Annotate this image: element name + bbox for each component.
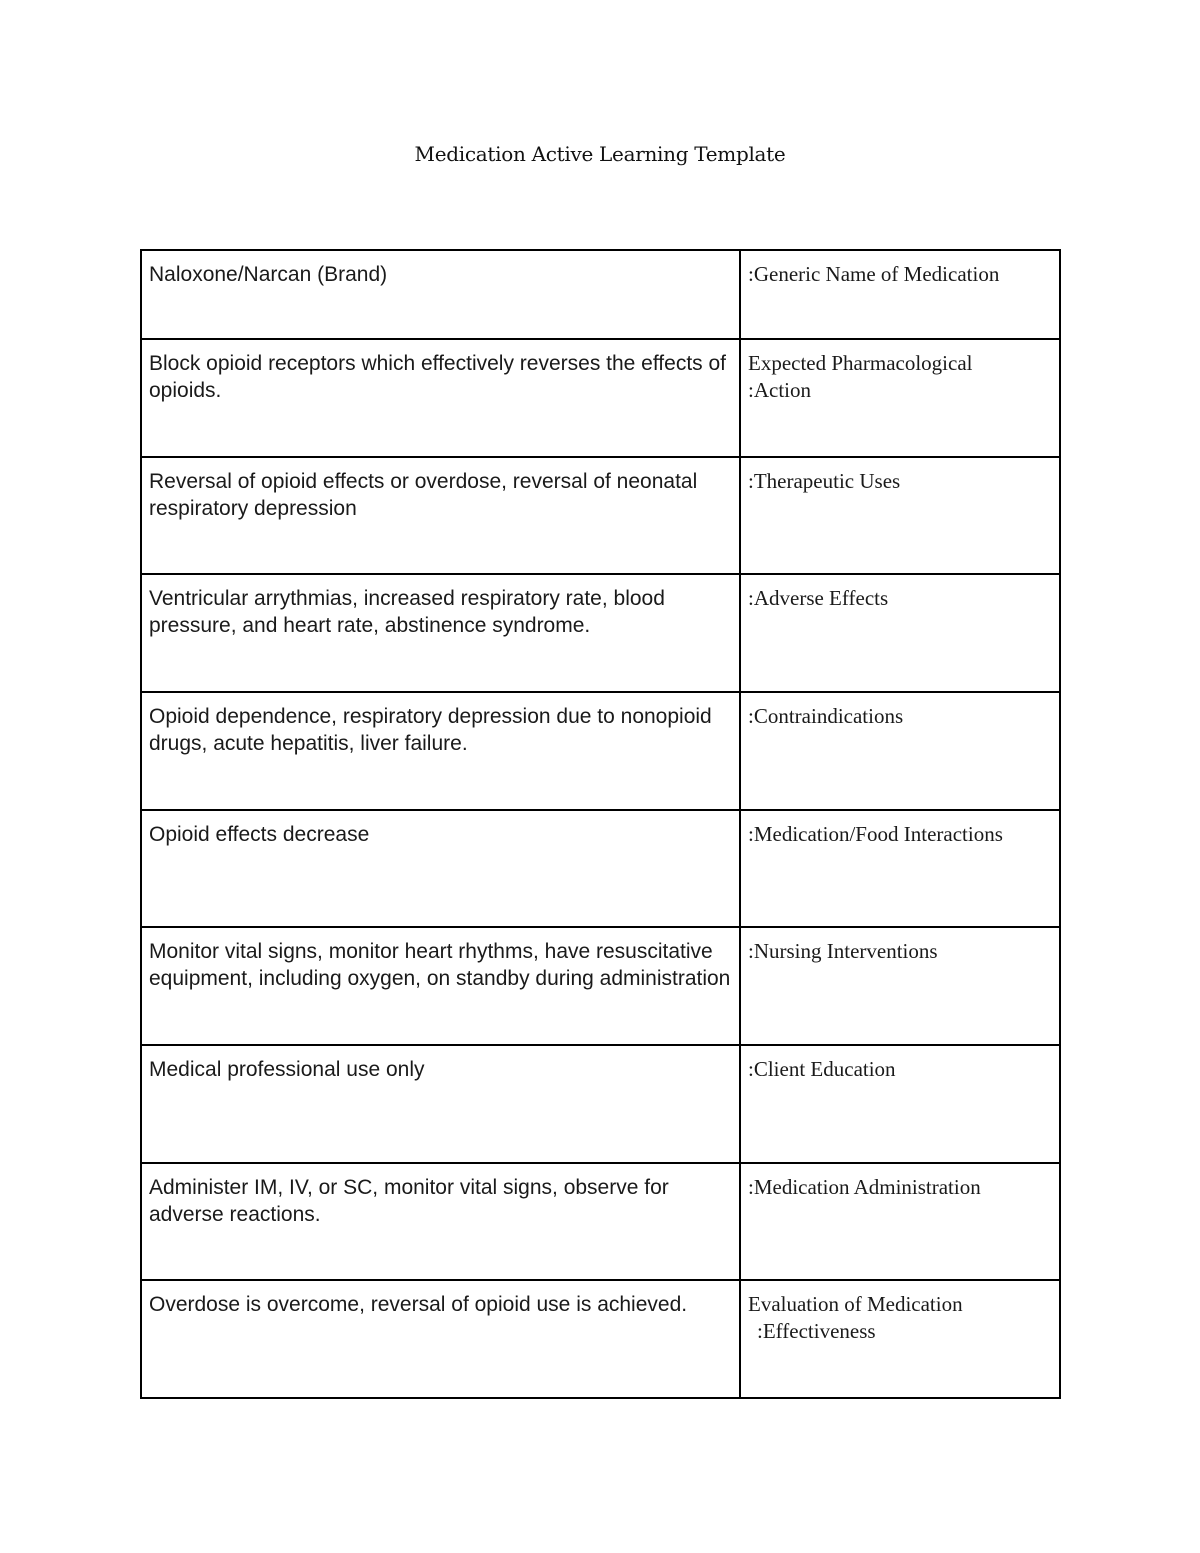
row-value: Naloxone/Narcan (Brand): [141, 250, 740, 339]
table-row: [141, 810, 1060, 927]
row-label: [740, 457, 1060, 574]
row-label: [740, 250, 1060, 339]
row-label: [740, 692, 1060, 810]
row-label: [740, 339, 1060, 457]
table-row: [141, 574, 1060, 692]
table-row: [141, 927, 1060, 1045]
row-label: [740, 927, 1060, 1045]
row-label-line: :Adverse Effects: [748, 586, 889, 610]
table-row: [141, 1163, 1060, 1280]
medication-table: [140, 249, 1061, 1399]
row-label: [740, 1163, 1060, 1280]
row-label-line: :Generic Name of Medication: [748, 262, 1000, 286]
row-value: Monitor vital signs, monitor heart rhythms, have resuscitative equipment, including oxygen, on standby during administration: [141, 927, 740, 1045]
table-row: [141, 339, 1060, 457]
table-row: [141, 1280, 1060, 1398]
row-label: [740, 810, 1060, 927]
row-value: Overdose is overcome, reversal of opioid use is achieved.: [141, 1280, 740, 1398]
row-label: [740, 1045, 1060, 1163]
row-value: Opioid dependence, respiratory depression due to nonopioid drugs, acute hepatitis, liver failure.: [141, 692, 740, 810]
row-label-line: :Nursing Interventions: [748, 939, 938, 963]
row-label-line: :Effectiveness: [757, 1319, 876, 1343]
row-label-line: :Client Education: [748, 1057, 896, 1081]
row-label-line: :Contraindications: [748, 704, 904, 728]
row-value: Administer IM, IV, or SC, monitor vital signs, observe for adverse reactions.: [141, 1163, 740, 1280]
document-title: Medication Active Learning Template: [414, 142, 786, 166]
table-row: [141, 457, 1060, 574]
row-label-line: Expected Pharmacological: [748, 351, 973, 375]
row-value: Opioid effects decrease: [141, 810, 740, 927]
row-value: Ventricular arrythmias, increased respiratory rate, blood pressure, and heart rate, abstinence syndrome.: [141, 574, 740, 692]
row-label: [740, 574, 1060, 692]
row-value: Medical professional use only: [141, 1045, 740, 1163]
row-label-line: :Therapeutic Uses: [748, 469, 901, 493]
row-label-line: :Medication Administration: [748, 1175, 981, 1199]
row-label-line: :Medication/Food Interactions: [748, 822, 1003, 846]
table-row: [141, 250, 1060, 339]
row-value: Reversal of opioid effects or overdose, reversal of neonatal respiratory depression: [141, 457, 740, 574]
row-value: Block opioid receptors which effectively reverses the effects of opioids.: [141, 339, 740, 457]
row-label-line: Evaluation of Medication: [748, 1292, 963, 1316]
row-label-line: :Action: [748, 378, 811, 402]
table-row: [141, 1045, 1060, 1163]
row-label: [740, 1280, 1060, 1398]
table-row: [141, 692, 1060, 810]
